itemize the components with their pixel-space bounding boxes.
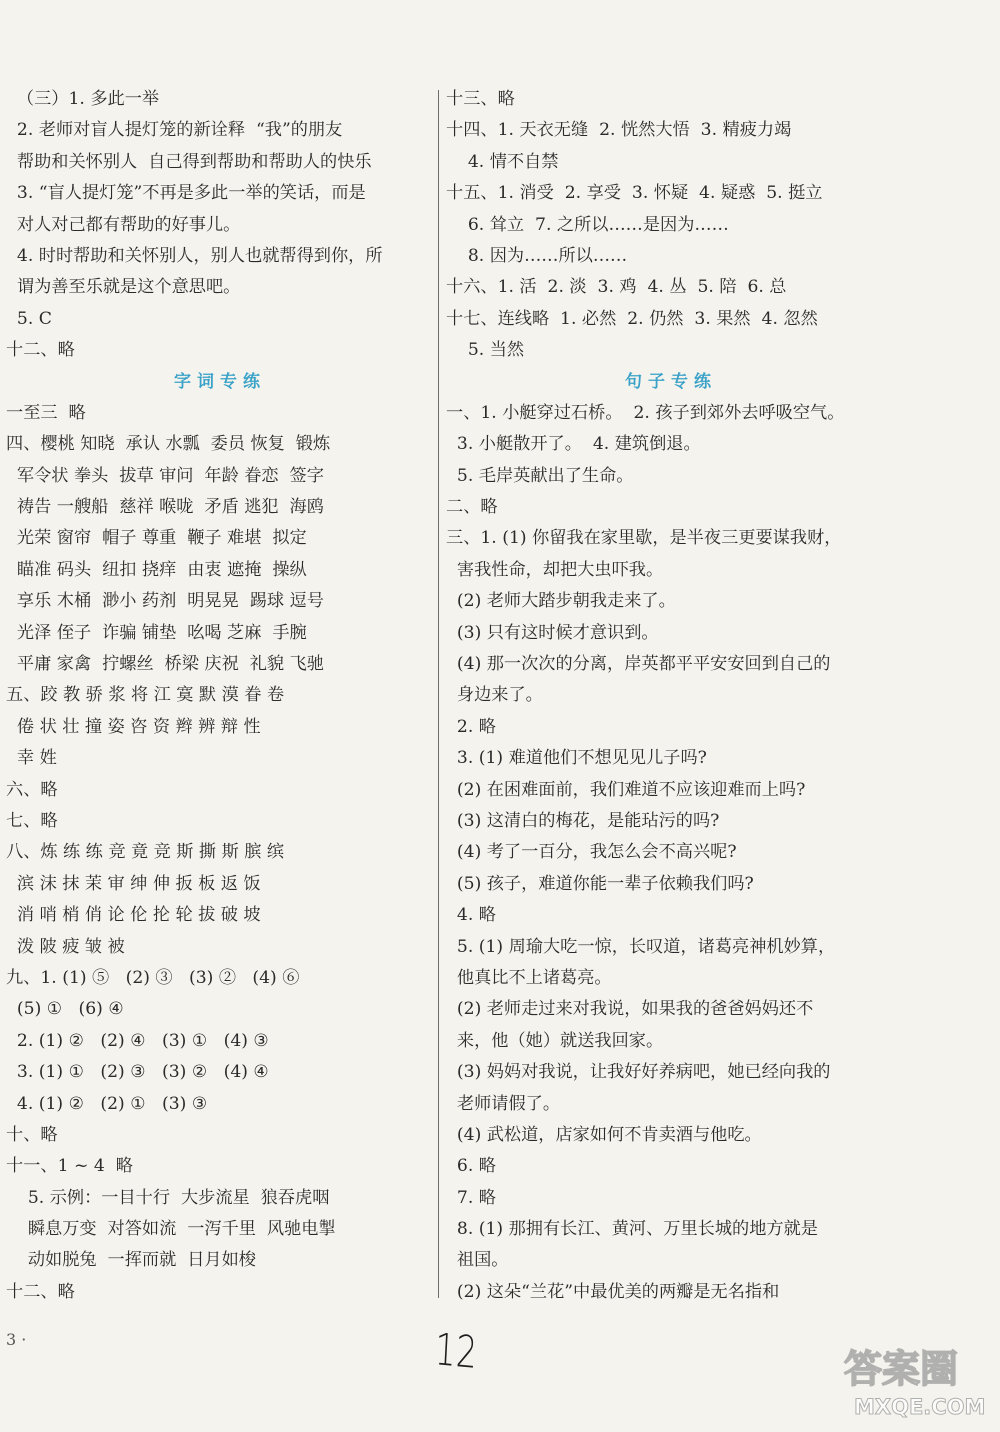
- right-answer-line: (4) 那一次次的分离，岸英都平平安安回到自己的: [446, 654, 831, 675]
- left-answer-line: 动如脱兔 一挥而就 日月如梭: [6, 1250, 256, 1271]
- right-answer-line: 十六、1. 活 2. 淡 3. 鸡 4. 丛 5. 陪 6. 总: [446, 277, 787, 298]
- right-answer-line: 身边来了。: [446, 685, 543, 706]
- right-answer-line: (5) 孩子，难道你能一辈子依赖我们吗?: [446, 873, 754, 894]
- right-answer-line: (3) 妈妈对我说，让我好好养病吧，她已经向我的: [446, 1062, 831, 1083]
- left-answer-line: 九、1. (1) ⑤ (2) ③ (3) ② (4) ⑥: [6, 967, 300, 988]
- right-answer-line: 6. 略: [446, 1156, 496, 1177]
- right-answer-line: 2. 略: [446, 716, 496, 737]
- left-answer-line: 5. 示例：一目十行 大步流星 狼吞虎咽: [6, 1187, 330, 1208]
- left-answer-line: 对人对己都有帮助的好事儿。: [6, 214, 241, 235]
- left-answer-line: 2. (1) ② (2) ④ (3) ① (4) ③: [6, 1030, 269, 1051]
- left-answer-line: 瞬息万变 对答如流 一泻千里 风驰电掣: [6, 1219, 336, 1240]
- right-answer-line: 十七、连线略 1. 必然 2. 仍然 3. 果然 4. 忽然: [446, 308, 818, 329]
- left-answer-line: 十、略: [6, 1124, 58, 1145]
- right-answer-line: 来，他（她）就送我回家。: [446, 1030, 664, 1051]
- right-answer-line: 5. 当然: [446, 340, 525, 361]
- left-answer-line: 五、跤 教 骄 浆 将 江 寞 默 漠 眷 卷: [6, 685, 285, 706]
- right-answer-line: (3) 这清白的梅花，是能玷污的吗?: [446, 810, 720, 831]
- left-answer-line: 谓为善至乐就是这个意思吧。: [6, 277, 241, 298]
- watermark-logo: [840, 1338, 990, 1424]
- left-answer-line: 军令状 拳头 拔草 审问 年龄 眷恋 签字: [6, 465, 324, 486]
- right-answer-line: (4) 武松道，店家如何不肯卖酒与他吃。: [446, 1124, 762, 1145]
- left-answer-line: 一至三 略: [6, 402, 86, 423]
- left-answer-line: 十二、略: [6, 1281, 75, 1302]
- right-answer-line: (2) 老师走过来对我说，如果我的爸爸妈妈还不: [446, 999, 814, 1020]
- left-answer-line: （三）1. 多此一举: [6, 89, 160, 109]
- left-answer-line: 消 哨 梢 俏 论 伦 抡 轮 拔 破 坡: [6, 905, 261, 926]
- left-answer-line: 3. (1) ① (2) ③ (3) ② (4) ④: [6, 1062, 269, 1083]
- left-answer-line: 2. 老师对盲人提灯笼的新诠释 “我”的朋友: [6, 120, 343, 141]
- right-answer-line: 十五、1. 消受 2. 享受 3. 怀疑 4. 疑惑 5. 挺立: [446, 183, 823, 204]
- right-answer-line: 8. 因为……所以……: [446, 245, 628, 266]
- left-answer-line: 光荣 窗帘 帽子 尊重 鞭子 难堪 拟定: [6, 528, 307, 549]
- right-answer-line: 祖国。: [446, 1250, 509, 1271]
- right-answer-line: 害我性命，却把大虫吓我。: [446, 559, 664, 580]
- left-answer-line: 七、略: [6, 810, 58, 831]
- column-divider: [438, 90, 439, 1298]
- left-answer-line: 帮助和关怀别人 自己得到帮助和帮助人的快乐: [6, 151, 372, 172]
- left-answer-line: 四、樱桃 知晓 承认 水瓢 委员 恢复 锻炼: [6, 434, 331, 455]
- right-answer-line: 5. 毛岸英献出了生命。: [446, 465, 634, 486]
- left-answer-line: 平庸 家禽 拧螺丝 桥梁 庆祝 礼貌 飞驰: [6, 654, 324, 675]
- left-answer-line: (5) ① (6) ④: [6, 999, 124, 1020]
- left-answer-line: 十二、略: [6, 340, 75, 361]
- svg-text:MXQE.COM: MXQE.COM: [854, 1395, 986, 1419]
- right-answer-line: 7. 略: [446, 1187, 496, 1208]
- right-answer-line: 3. (1) 难道他们不想见见儿子吗?: [446, 748, 707, 769]
- right-answer-line: 5. (1) 周瑜大吃一惊，长叹道，诸葛亮神机妙算，: [446, 936, 836, 957]
- right-answer-line: (2) 老师大踏步朝我走来了。: [446, 591, 676, 612]
- left-answer-line: 祷告 一艘船 慈祥 喉咙 矛盾 逃犯 海鸥: [6, 497, 324, 518]
- right-answer-line: 4. 情不自禁: [446, 151, 559, 172]
- right-answer-line: 老师请假了。: [446, 1093, 561, 1114]
- left-answer-line: 泼 陂 疲 皱 被: [6, 936, 125, 957]
- right-answer-line: 三、1. (1) 你留我在家里歇，是半夜三更要谋我财，: [446, 528, 842, 549]
- page-number: 3 ·: [6, 1330, 27, 1349]
- right-answer-line: 十四、1. 天衣无缝 2. 恍然大悟 3. 精疲力竭: [446, 120, 792, 141]
- right-answer-line: (2) 这朵“兰花”中最优美的两瓣是无名指和: [446, 1281, 780, 1302]
- right-answer-line: 一、1. 小艇穿过石桥。 2. 孩子到郊外去呼吸空气。: [446, 402, 845, 423]
- left-answer-line: 六、略: [6, 779, 58, 800]
- left-answer-line: 5. C: [6, 308, 52, 329]
- right-answer-line: 6. 耸立 7. 之所以……是因为……: [446, 214, 729, 235]
- right-answer-line: 4. 略: [446, 905, 496, 926]
- left-answer-line: 光泽 侄子 诈骗 铺垫 吆喝 芝麻 手腕: [6, 622, 307, 643]
- left-answer-line: 享乐 木桶 渺小 药剂 明晃晃 踢球 逗号: [6, 591, 324, 612]
- handwritten-page-number: 12: [433, 1324, 479, 1379]
- left-answer-line: 倦 状 壮 撞 姿 咨 资 辫 辨 辩 性: [6, 716, 261, 737]
- left-answer-line: 4. 时时帮助和关怀别人，别人也就帮得到你，所: [6, 245, 383, 266]
- right-answer-line: 3. 小艇散开了。 4. 建筑倒退。: [446, 434, 701, 455]
- left-answer-line: 3. “盲人提灯笼”不再是多此一举的笑话，而是: [6, 183, 366, 204]
- right-answer-line: 他真比不上诸葛亮。: [446, 967, 612, 988]
- right-answer-line: 8. (1) 那拥有长江、黄河、万里长城的地方就是: [446, 1219, 818, 1240]
- left-answer-line: 滨 沫 抹 茉 审 绅 伸 扳 板 返 饭: [6, 873, 261, 894]
- right-answer-line: (2) 在困难面前，我们难道不应该迎难而上吗?: [446, 779, 806, 800]
- left-column: [6, 84, 434, 1308]
- left-answer-line: 八、炼 练 练 竞 竟 竞 斯 撕 斯 膑 缤: [6, 842, 285, 863]
- left-answer-line: 4. (1) ② (2) ① (3) ③: [6, 1093, 208, 1114]
- right-answer-line: (3) 只有这时候才意识到。: [446, 622, 659, 643]
- left-answer-line: 十一、1 ~ 4 略: [6, 1156, 133, 1177]
- watermark-logo-icon: [840, 1338, 990, 1424]
- left-section-heading: 字词专练: [174, 371, 266, 392]
- right-section-heading: 句子专练: [625, 371, 717, 392]
- left-answer-line: 幸 姓: [6, 748, 57, 769]
- svg-text:答案圈: 答案圈: [844, 1347, 959, 1391]
- right-answer-line: 二、略: [446, 497, 498, 518]
- right-column: [446, 84, 896, 1308]
- left-answer-line: 瞄准 码头 纽扣 挠痒 由衷 遮掩 操纵: [6, 559, 307, 580]
- right-answer-line: (4) 考了一百分，我怎么会不高兴呢?: [446, 842, 737, 863]
- right-answer-line: 十三、略: [446, 89, 515, 109]
